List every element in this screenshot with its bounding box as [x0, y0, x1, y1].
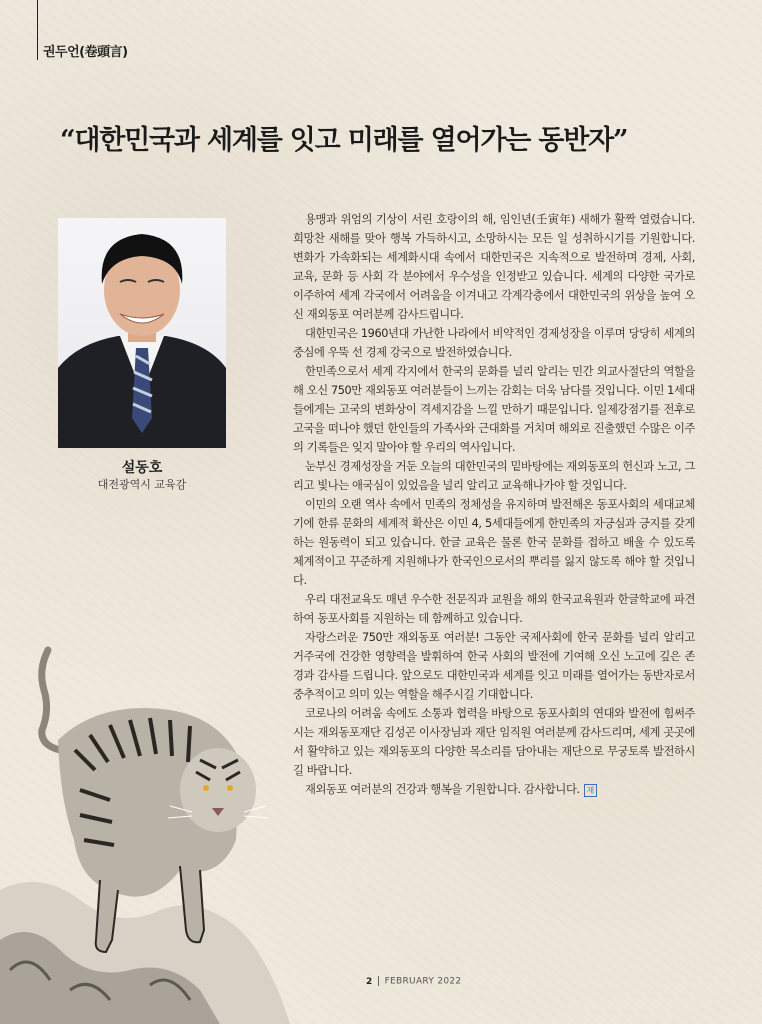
paragraph: 대한민국은 1960년대 가난한 나라에서 비약적인 경제성장을 이루며 당당히 세계의 중심에 우뚝 선 경제 강국으로 발전하였습니다. — [293, 327, 695, 359]
paragraph: 눈부신 경제성장을 거둔 오늘의 대한민국의 밑바탕에는 재외동포의 헌신과 노고, 그리고 빛나는 애국심이 있었음을 널리 알리고 교육해나가야 할 것입니다. — [293, 460, 695, 492]
article-body — [293, 210, 695, 799]
paragraph: 용맹과 위엄의 기상이 서린 호랑이의 해, 임인년(壬寅年) 새해가 활짝 열렸습니다. 희망찬 새해를 맞아 행복 가득하시고, 소망하시는 모든 일 성취하시기를 기원합니다. 변화가 가속화되는 세계화시대 속에서 대한민국은 지속적으로 발전하며 경제, 사회, 교육, 문화 등 사회 각 분야에서 우수성을 인정받고 있습니다. 세계의 다양한 국가로 이주하여 세계 각국에서 어려움을 이겨내고 각계각층에서 대한민국의 위상을 높여 오신 재외동포 여러분께 감사드립니다. — [293, 213, 695, 321]
page-footer — [366, 976, 461, 987]
paragraph: 자랑스러운 750만 재외동포 여러분! 그동안 국제사회에 한국 문화를 널리 알리고 거주국에 건강한 영향력을 발휘하여 한국 사회의 발전에 기여해 오신 노고에 깊은 존경과 감사를 드립니다. 앞으로도 대한민국과 세계를 잇고 미래를 열어가는 동반자로서 중추적이고 의미 있는 역할을 해주시길 기대합니다. — [293, 631, 695, 701]
tiger-illustration — [0, 640, 300, 1024]
author-name: 설동호 — [121, 460, 163, 476]
paragraph: 이민의 오랜 역사 속에서 민족의 정체성을 유지하며 발전해온 동포사회의 세대교체기에 한류 문화의 세계적 확산은 이민 4, 5세대들에게 한민족의 자긍심과 긍지를 갖게 하는 원동력이 되고 있습니다. 한글 교육은 물론 한국 문화를 접하고 배울 수 있도록 체계적이고 꾸준하게 지원해나가 한국인으로서의 뿌리를 잃지 않도록 해야 할 것입니다. — [293, 498, 695, 587]
side-rule — [37, 0, 38, 60]
issue-label: FEBRUARY 2022 — [384, 976, 462, 987]
page-number: 2 — [366, 976, 373, 987]
section-label: 권두언(卷頭言) — [43, 45, 128, 60]
paragraph: 한민족으로서 세계 각지에서 한국의 문화를 널리 알리는 민간 외교사절단의 역할을 해 오신 750만 재외동포 여러분들이 느끼는 감회는 더욱 남다를 것입니다. 이민 1세대들에게는 고국의 변화상이 격세지감을 느낄 만하기 때문입니다. 일제강점기를 전후로 고국을 떠나야 했던 한인들의 가족사와 근대화를 거치며 해외로 진출했던 수많은 이주의 기록들은 잊지 말아야 할 우리의 역사입니다. — [293, 365, 695, 454]
footer-divider — [378, 976, 379, 986]
closing-text: 재외동포 여러분의 건강과 행복을 기원합니다. 감사합니다. — [305, 783, 580, 796]
closing-paragraph — [293, 780, 695, 799]
author-photo — [58, 218, 226, 448]
author-title: 대전광역시 교육감 — [97, 478, 187, 491]
page-title: “대한민국과 세계를 잇고 미래를 열어가는 동반자” — [60, 125, 628, 156]
portrait-illustration — [58, 218, 226, 448]
paragraph: 우리 대전교육도 매년 우수한 전문직과 교원을 해외 한국교육원과 한글학교에 파견하여 동포사회를 지원하는 데 함께하고 있습니다. — [293, 593, 695, 625]
paragraph: 코로나의 어려움 속에도 소통과 협력을 바탕으로 동포사회의 연대와 발전에 힘써주시는 재외동포재단 김성곤 이사장님과 재단 임직원 여러분께 감사드리며, 세계 곳곳에서 활약하고 있는 재외동포의 다양한 목소리를 담아내는 재단으로 무궁토록 발전하시길 바랍니다. — [293, 707, 695, 777]
end-mark-icon: 재 — [584, 784, 597, 797]
